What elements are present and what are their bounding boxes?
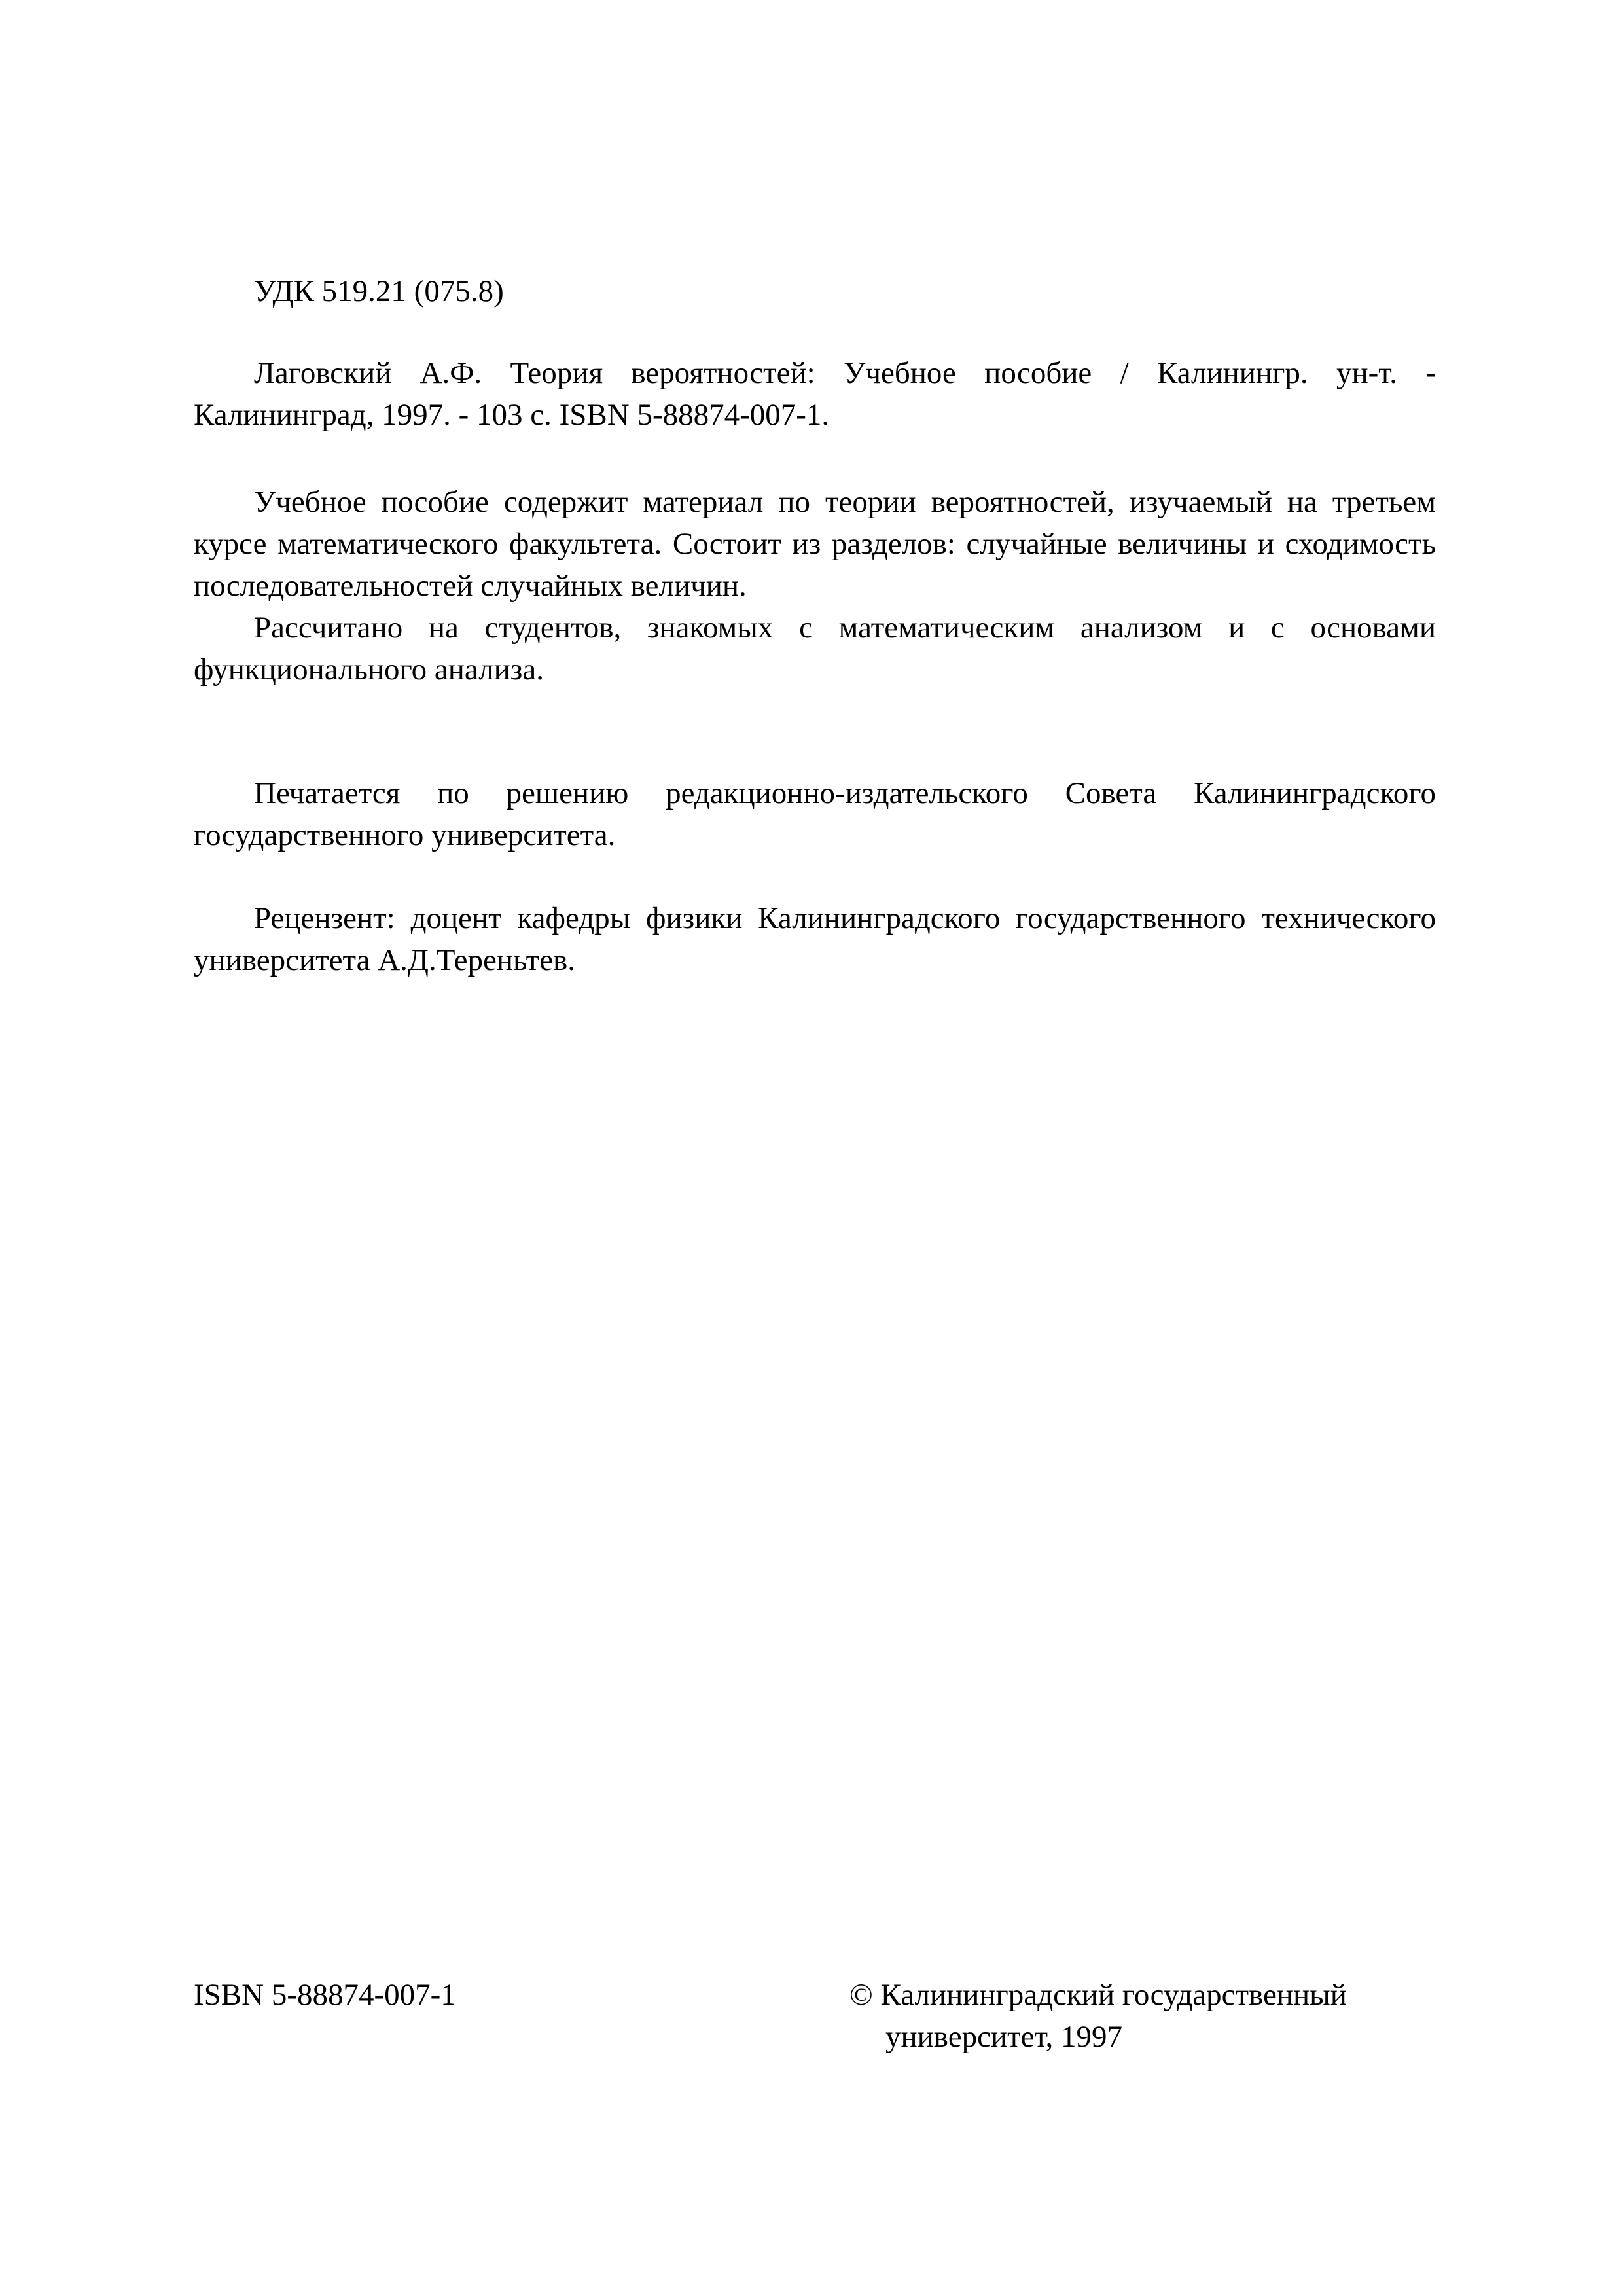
abstract-block (194, 481, 1436, 691)
isbn-footer: ISBN 5-88874-007-1 (194, 1978, 456, 2012)
udk-code: УДК 519.21 (075.8) (254, 274, 504, 308)
reviewer-note: Рецензент: доцент кафедры физики Калининградского государственного технического университета А.Д.Тереньтев. (194, 901, 1436, 977)
copyright-line: © Калининградский государственный (849, 1978, 1347, 2012)
copyright-line: университет, 1997 (885, 2020, 1123, 2054)
abstract-paragraph: Рассчитано на студентов, знакомых с математическим анализом и с основами функционального анализа. (194, 611, 1436, 687)
bibliographic-record-block (194, 352, 1436, 436)
reviewer-note-block (194, 897, 1436, 981)
copyright-notice (849, 1974, 1438, 2058)
abstract-paragraph: Учебное пособие содержит материал по теории вероятностей, изучаемый на третьем курсе математического факультета. Состоит из разделов: случайные величины и сходимость последовательностей случайных величин. (194, 485, 1436, 603)
bibliographic-record: Лаговский А.Ф. Теория вероятностей: Учебное пособие / Калинингр. ун-т. - Калининград, 1997. - 103 с. ISBN 5-88874-007-1. (194, 356, 1436, 432)
publication-note-block (194, 772, 1436, 856)
publication-note: Печатается по решению редакционно-издательского Совета Калининградского государственного университета. (194, 776, 1436, 852)
